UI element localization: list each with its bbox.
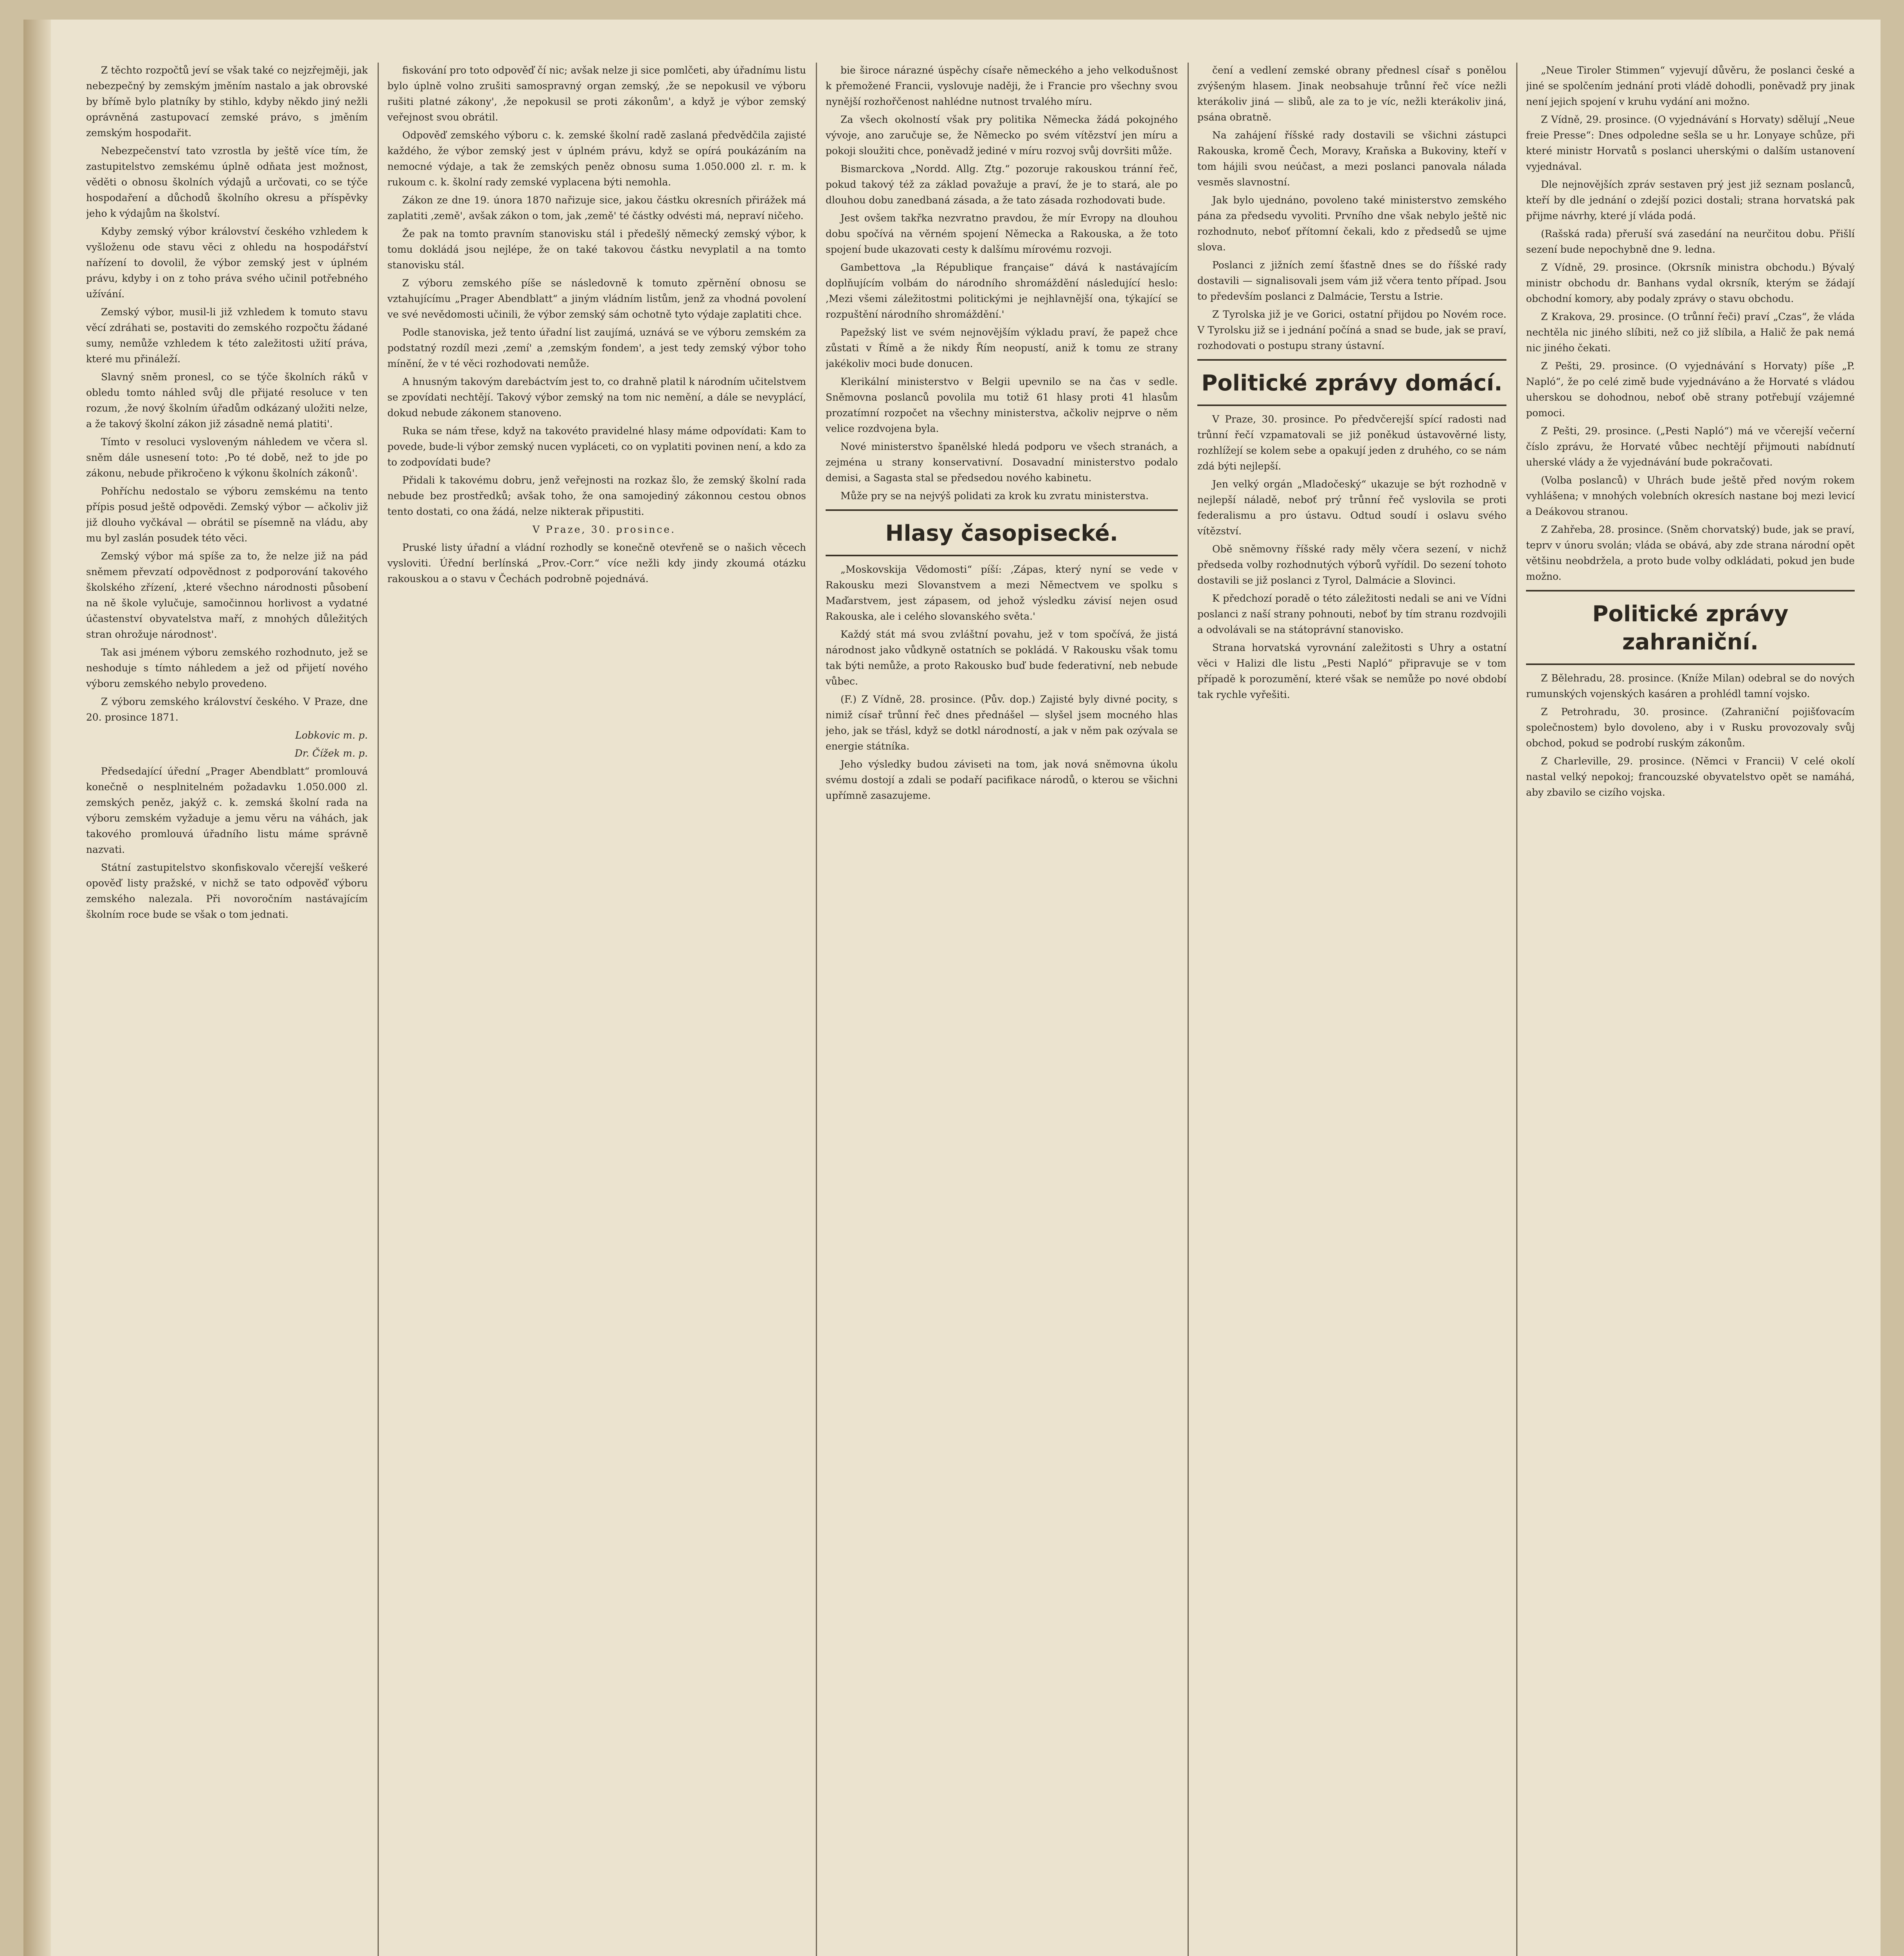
paragraph: čení a vedlení zemské obrany přednesl císař s ponělou zvýšeným hlasem. Jinak neobsahuje trůnní řeč více nežli kterákoliv jiná — slibů, ale za to je víc, nežli kterákoliv jiná, psána obratně. xyxy=(1197,65,1506,123)
paragraph: Podle stanoviska, jež tento úřadní list zaujímá, uznává se ve výboru zemském za podstatný rozdíl mezi ,zemí' a ,zemským fondem', a jest tedy zemský výbor toho mínění, že v té věci rozhodovati nemůže. xyxy=(387,327,806,369)
paragraph: Z Tyrolska již je ve Gorici, ostatní přijdou po Novém roce. V Tyrolsku již se i jednání počíná a snad se bude, jak se praví, rozhodovati o postupu strany ústavní. xyxy=(1197,309,1506,351)
paragraph: Z Pešti, 29. prosince. („Pesti Napló“) má ve včerejší večerní číslo zprávu, že Horvaté vůbec nechtějí přijmouti nabídnutí uherské vlády a že vyjednávání bude pokračovati. xyxy=(1526,425,1855,468)
section-title-domaci: Politické zprávy domácí. xyxy=(1201,370,1503,396)
paragraph: Že pak na tomto pravním stanovisku stál i předešlý německý zemský výbor, k tomu dokládá jsou nejlépe, že on také takovou částku nevyplatil a na tomto stanovisku stál. xyxy=(387,228,806,271)
paragraph: „Neue Tiroler Stimmen“ vyjevují důvěru, že poslanci české a jiné se spolčením jednání proti vládě dohodli, poněvadž pry jinak není jejich spojení v kruhu vydání ani možno. xyxy=(1526,65,1855,107)
paragraph: „Moskovskija Vědomosti“ píší: ,Zápas, který nyní se vede v Rakousku mezi Slovanstvem a mezi Němectvem ve spolku s Maďarstvem, jest zápasem, od jehož výsledku závisí nejen osud Rakouska, ale i celého slovanského světa.' xyxy=(826,564,1178,622)
paragraph: Klerikální ministerstvo v Belgii upevnilo se na čas v sedle. Sněmovna poslanců povolila mu totiž 61 hlasy proti 41 hlasům prozatímní rozpočet na všechny ministerstva, ačkoliv nejprve o něm velice rozdvojena byla. xyxy=(826,376,1178,434)
paragraph: Bismarckova „Nordd. Allg. Ztg.“ pozoruje rakouskou tránní řeč, pokud takový též za základ považuje a praví, že je to stará, ale po dlouhou dobu zanedbaná zásada, a že tato zásada rozhodovati bude. xyxy=(826,163,1178,206)
paragraph: bie široce nárazné úspěchy císaře německého a jeho velkodušnost k přemožené Francii, vyslovuje naději, že i Francie pro všechny svou nynější rozhořčenost nahlédne nutnost trvalého míru. xyxy=(826,65,1178,107)
signature-cizek: Dr. Čížek m. p. xyxy=(295,748,368,759)
paragraph: Z Charleville, 29. prosince. (Němci v Francii) V celé okolí nastal velký nepokoj; francouzské obyvatelstvo opět se namáhá, aby zbavilo se cizího vojska. xyxy=(1526,755,1855,798)
paragraph: Z Zahřeba, 28. prosince. (Sněm chorvatský) bude, jak se praví, teprv v únoru svolán; vláda se obává, aby zde strana národní opět většinu neobdržela, a proto bude volby odkládati, pokud jen bude možno. xyxy=(1526,524,1855,582)
paragraph: fiskování pro toto odpověď čí nic; avšak nelze ji sice pomlčeti, aby úřadnímu listu bylo úplně volno zrušiti samospravný organ zemský, ,že se nepokusil ve výboru rušiti platné zákony', ,že nepokusil se proti zákonům', a když je výbor zemský veřejnost svou obrátil. xyxy=(387,65,806,123)
column-divider xyxy=(816,63,817,1956)
signature-lobkovic: Lobkovic m. p. xyxy=(295,730,368,741)
paragraph: A hnusným takovým darebáctvím jest to, co drahně platil k národním učitelstvem se zpovídati nechtějí. Takový výbor zemský na tom nic nemění, a dále se nevyplácí, dokud nebude zákonem stanoveno. xyxy=(387,376,806,419)
paragraph: Obě sněmovny říšské rady měly včera sezení, v nichž předseda volby rozhodnutých výborů vyřídil. Do sezení tohoto dostavili se již poslanci z Tyrol, Dalmácie a Slovinci. xyxy=(1197,543,1506,586)
column-2 xyxy=(387,63,806,1956)
paragraph: Kdyby zemský výbor království českého vzhledem k vyšloženu ode stavu věci z ohledu na hospodářství nařízení to dovolil, že výbor zemský jest v úplném právu, kdyby i on z toho práva svého učinil potřebného užívání. xyxy=(86,226,368,300)
page-edge-shadow xyxy=(23,20,51,1956)
paragraph: Nebezpečenství tato vzrostla by ještě více tím, že zastupitelstvo zemskému úplně odňata jest možnost, věděti o obnosu školních výdajů a určovati, co se týče hospodaření a důchodů školního okresu a příspěvky jeho k výdajům na školství. xyxy=(86,145,368,219)
dateline: V Praze, 30. prosince. xyxy=(533,524,676,535)
paragraph: V Praze, 30. prosince. Po předvčerejší spící radosti nad trůnní řečí vzpamatovali se již poněkud ústavověrné listy, rozhlížejí se kolem sebe a opakují jeden z druhého, co se nám zdá býti nejlepší. xyxy=(1197,413,1506,472)
paragraph: Strana horvatská vyrovnání zaležitosti s Uhry a ostatní věci v Halizi dle listu „Pesti Napló“ připravuje se v tom případě k porozumění, které však se nemůže po nové období tak rychle vyřešiti. xyxy=(1197,642,1506,700)
column-1 xyxy=(86,63,368,1956)
paragraph: Jeho výsledky budou záviseti na tom, jak nová sněmovna úkolu svému dostojí a zdali se podaří pacifikace národů, o kterou se všichni upřímně zasazujeme. xyxy=(826,759,1178,801)
paragraph: Z těchto rozpočtů jeví se však také co nejzřejměji, jak nebezpečný by zemským jměním nastalo a jak obrovské by břímě bylo platníky by stihlo, kdyby někdo jiný nežli oprávněná zastupovací zemské právo, s jměním zemským hospodařit. xyxy=(86,65,368,138)
paragraph: Z Petrohradu, 30. prosince. (Zahraniční pojišťovacím společnostem) bylo dovoleno, aby i v Rusku provozovaly svůj obchod, pokud se podrobí ruským zákonům. xyxy=(1526,706,1855,749)
paragraph: (Rašská rada) přeruší svá zasedání na neurčitou dobu. Přišlí sezení bude nepochybně dne 9. ledna. xyxy=(1526,228,1855,255)
paragraph: Přidali k takovému dobru, jenž veřejnosti na rozkaz šlo, že zemský školní rada nebude bez prostředků; avšak toho, že ona samojediný zákonnou cestou obnos tento dostati, co ona žádá, nelze nikterak připustiti. xyxy=(387,475,806,517)
paragraph: Zemský výbor má spíše za to, že nelze již na pád sněmem převzatí odpovědnost z podporování takového školského zřízení, ,které všechno národnosti působení na ně škole vylučuje, samočinnou horlivost a vydatné účastenství obyvatelstva maří, z mnohých důležitých stran ohrožuje národnost'. xyxy=(86,550,368,640)
section-box xyxy=(826,509,1178,556)
paragraph: Z Vídně, 29. prosince. (O vyjednávání s Horvaty) sdělují „Neue freie Presse“: Dnes odpoledne sešla se u hr. Lonyaye schůze, při které ministr Horvatů s poslanci uherskými o dalším ustanovení vyjednával. xyxy=(1526,114,1855,172)
paragraph: Zákon ze dne 19. února 1870 nařizuje sice, jakou částku okresních přirážek má zaplatiti ,země', avšak zákon o tom, jak ,země' té částky odvésti má, nepraví ničeho. xyxy=(387,194,806,221)
column-3 xyxy=(826,63,1178,1956)
dateline: Z výboru zemského království českého. V Praze, dne 20. prosince 1871. xyxy=(86,696,368,723)
paragraph: Jen velký orgán „Mladočeský“ ukazuje se být rozhodně v nejlepší náladě, neboť prý trůnní řeč vyslovila se proti federalismu a pro ústavu. Odtud soudí i oslavu svého vítězství. xyxy=(1197,478,1506,537)
paragraph: Z výboru zemského píše se následovně k tomuto zpěrnění obnosu se vztahujícímu „Prager Abendblatt“ a jiným vládním listům, jenž za vhodná povolení ve své nevědomosti učinili, že výbor zemský sám ochotně tyto výdaje zaplatiti chce. xyxy=(387,277,806,320)
section-box xyxy=(1197,359,1506,406)
paragraph: Zemský výbor, musil-li již vzhledem k tomuto stavu věcí zdráhati se, postaviti do zemského rozpočtu žádané sumy, nemůže vzhledem k této zaležitosti užití práva, které mu přináleží. xyxy=(86,306,368,365)
paragraph: Gambettova „la République française“ dává k nastávajícím doplňujícím volbám do národního shromáždění následující heslo: ,Mezi všemi záležitostmi politickými je nejhlavnější ona, týkající se rozpuštění národního shromáždění.' xyxy=(826,262,1178,320)
paragraph: Pruské listy úřadní a vládní rozhodly se konečně otevřeně se o našich věcech vysloviti. Úřední berlínská „Prov.-Corr.“ více nežli kdy jindy zkoumá otázku rakouskou a o stavu v Čechách podrobně pojednává. xyxy=(387,542,806,584)
paragraph: Za všech okolností však pry politika Německa žádá pokojného vývoje, ano zaručuje se, že Německo po svém vítězství jen míru a pokoji sloužiti chce, poněvadž jediné v míru rozvoj svůj dovršiti může. xyxy=(826,114,1178,156)
column-4 xyxy=(1197,63,1506,1956)
paragraph: K předchozí poradě o této záležitosti nedali se ani ve Vídni poslanci z naší strany pohnouti, neboť by tím stranu rozdvojili a odvolávali se na státoprávní stanovisko. xyxy=(1197,593,1506,635)
paragraph: Slavný sněm pronesl, co se týče školních ráků v obledu tomto náhled svůj dle přijaté resoluce v ten rozum, ,že nový školním úřadům odkázaný uložiti nelze, a že takový školní zákon již zásadně nemá platiti'. xyxy=(86,371,368,430)
paragraph: Z Bělehradu, 28. prosince. (Kníže Milan) odebral se do nových rumunských vojenských kasáren a prohlédl tamní vojsko. xyxy=(1526,672,1855,699)
paragraph: Může pry se na nejvýš polidati za krok ku zvratu ministerstva. xyxy=(840,490,1149,502)
paragraph: Dle nejnovějších zpráv sestaven prý jest již seznam poslanců, kteří by dle jednání o zdejší pozici dostali; strana horvatská pak přijme návrhy, které jí vláda podá. xyxy=(1526,179,1855,221)
paragraph: Tímto v resoluci vysloveným náhledem ve včera sl. sněm dále usnesení toto: ,Po té době, než to jde po zákonu, nebude přikročeno k výkonu školních zákonů'. xyxy=(86,436,368,479)
paragraph: Papežský list ve svém nejnovějším výkladu praví, že papež chce zůstati v Římě a že nikdy Řím neopustí, aniž k tomu ze strany jakékoliv moci bude donucen. xyxy=(826,327,1178,369)
column-5 xyxy=(1526,63,1855,1956)
paragraph: Pohříchu nedostalo se výboru zemskému na tento přípis posud ještě odpovědi. Zemský výbor — ačkoliv již již dlouho vyčkával — obrátil se písemně na vládu, aby mu byl zaslán posudek této věci. xyxy=(86,485,368,544)
paragraph: Jest ovšem takřka nezvratno pravdou, že mír Evropy na dlouhou dobu spočívá na věrném spojení Německa a Rakouska, a že toto spojení bude ukazovati cesty k dalšímu mírovému rozvoji. xyxy=(826,212,1178,255)
paragraph: Ruka se nám třese, když na takovéto pravidelné hlasy máme odpovídati: Kam to povede, bude-li výbor zemský nucen vypláceti, co on vyplatiti povinen není, a kdo za to zodpovídati bude? xyxy=(387,425,806,468)
paragraph: Předsedající úřední „Prager Abendblatt“ promlouvá konečně o nesplnitelném požadavku 1.050.000 zl. zemských peněz, jakýž c. k. zemská školní rada na výboru zemském vyžaduje a jemu věru na váhách, jak takového promlouvá úřadního listu máme správně nazvati. xyxy=(86,766,368,855)
paragraph: (Volba poslanců) v Uhrách bude ještě před novým rokem vyhlášena; v mnohých volebních okresích nastane boj mezi levicí a Deákovou stranou. xyxy=(1526,475,1855,517)
newspaper-page xyxy=(23,20,1881,1956)
section-box xyxy=(1526,590,1855,665)
paragraph: Poslanci z jižních zemí šťastně dnes se do říšské rady dostavili — signalisovali jsem vám již včera tento případ. Jsou to především poslanci z Dalmácie, Terstu a Istrie. xyxy=(1197,259,1506,302)
paragraph: Tak asi jménem výboru zemského rozhodnuto, jež se neshoduje s tímto náhledem a jež od přijetí nového výboru zemského nebylo provedeno. xyxy=(86,647,368,689)
column-divider xyxy=(378,63,379,1956)
paragraph: Z Vídně, 29. prosince. (Okrsník ministra obchodu.) Bývalý ministr obchodu dr. Banhans vydal okrsník, kterým se žádají obchodní komory, aby podaly zprávy o stavu obchodu. xyxy=(1526,262,1855,304)
paragraph: Každý stát má svou zvláštní povahu, jež v tom spočívá, že jistá národnost jako vůdkyně ostatních se pokládá. V Rakousku však tomu tak býti nemůže, a proto Rakousko buď bude federativní, neb nebude vůbec. xyxy=(826,629,1178,687)
paragraph: Na zahájení říšské rady dostavili se všichni zástupci Rakouska, kromě Čech, Moravy, Kraňska a Bukoviny, kteří v tom hájili svou neúčast, a mezi poslanci panovala nálada vesměs slavnostní. xyxy=(1197,129,1506,188)
paragraph: Nové ministerstvo španělské hledá podporu ve všech stranách, a zejména u strany konservativní. Dosavadní ministerstvo podalo demisi, a Sagasta stal se předsedou nového kabinetu. xyxy=(826,441,1178,484)
column-divider xyxy=(1516,63,1517,1956)
paragraph: Odpověď zemského výboru c. k. zemské školní radě zaslaná předvědčila zajisté každého, že výbor zemský jest v úplném právu, když se opírá poukázáním na nemocné výdaje, a tak že zemských peněz obnosu suma 1.050.000 zl. r. m. k rukoum c. k. školní rady zemské vyplacena býti nemohla. xyxy=(387,129,806,188)
section-title-zahranicni: Politické zprávy zahraniční. xyxy=(1592,601,1789,655)
section-title-hlasy: Hlasy časopisecké. xyxy=(885,521,1118,546)
paragraph: Z Krakova, 29. prosince. (O trůnní řeči) praví „Czas“, že vláda nechtěla nic jiného slíbiti, než co již slíbila, a Halič že pak nemá nic jiného čekati. xyxy=(1526,311,1855,354)
paragraph: Z Pešti, 29. prosince. (O vyjednávání s Horvaty) píše „P. Napló“, že po celé zimě bude vyjednáváno a že Horvaté s vládou uherskou se dohodnou, neboť obě strany potřebují vzájemné pomoci. xyxy=(1526,360,1855,419)
paragraph: Státní zastupitelstvo skonfiskovalo včerejší veškeré opověď listy pražské, v nichž se tato odpověď výboru zemského nalezala. Při novoročním nastávajícím školním roce bude se však o tom jednati. xyxy=(86,862,368,920)
paragraph: Jak bylo ujednáno, povoleno také ministerstvo zemského pána za předsedu vyvoliti. Prvního dne však nebylo ještě nic rozhodnuto, neboť přítomní čekali, kdo z předsedů se ujme slova. xyxy=(1197,194,1506,253)
column-divider xyxy=(1188,63,1189,1956)
paragraph: (F.) Z Vídně, 28. prosince. (Pův. dop.) Zajisté byly divné pocity, s nimiž císař trůnní řeč dnes přednášel — slyšel jsem mocného hlas jeho, jak se třásl, když se dotkl národností, a jak v něm pak ozývala se energie státníka. xyxy=(826,694,1178,752)
